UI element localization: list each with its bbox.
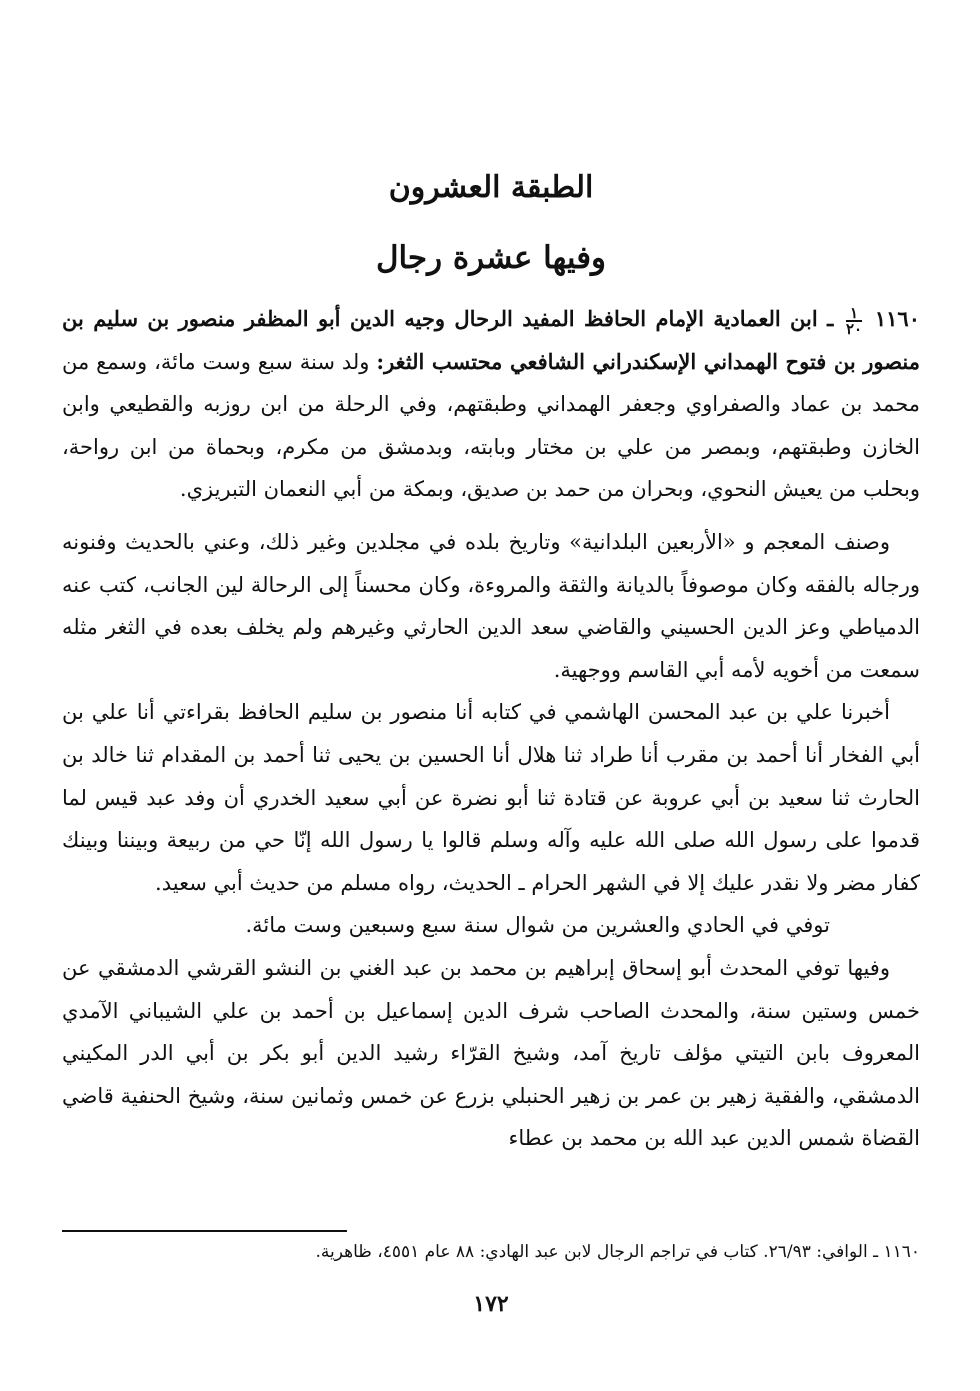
section-subtitle: وفيها عشرة رجال	[375, 240, 607, 276]
section-title: الطبقة العشرون	[388, 170, 594, 205]
page-number: ١٧٢	[473, 1291, 509, 1317]
book-page	[62, 0, 920, 1391]
entry-paragraph-4: توفي في الحادي والعشرين من شوال سنة سبع وسبعين وست مائة.	[245, 913, 830, 938]
entry-fraction	[846, 303, 863, 338]
body-text	[62, 298, 920, 1160]
fraction-denominator: ٢٠	[846, 319, 863, 338]
fraction-numerator: ١	[846, 306, 862, 322]
entry-name: ـ ابن العمادية الإمام الحافظ المفيد الرحال وجيه الدين أبو المظفر منصور بن سليم بن منصور بن فتوح الهمداني الإسكندراني الشافعي محتسب الثغر:	[62, 306, 920, 374]
entry-paragraph-5: وفيها توفي المحدث أبو إسحاق إبراهيم بن محمد بن عبد الغني بن النشو القرشي الدمشقي عن خمس وستين سنة، والمحدث الصاحب شرف الدين إسماعيل بن أحمد بن علي الشيباني الآمدي المعروف بابن التيتي مؤلف تاريخ آمد، وشيخ القرّاء رشيد الدين أبو بكر بن أبي الدر المكيني الدمشقي، والفقية زهير بن عمر بن زهير الحنبلي بزرع عن خمس وثمانين سنة، وشيخ الحنفية قاضي القضاة شمس الدين عبد الله بن محمد بن عطاء	[62, 955, 920, 1151]
footnote: ١١٦٠ ـ الوافي: ٢٦/٩٣. كتاب في تراجم الرجال لابن عبد الهادي: ٨٨ عام ٤٥٥١، ظاهرية.	[315, 1242, 920, 1262]
entry-paragraph-1	[62, 298, 920, 511]
entry-number: ١١٦٠	[874, 306, 920, 331]
footnote-divider	[62, 1230, 347, 1232]
entry-paragraph-3: أخبرنا علي بن عبد المحسن الهاشمي في كتابه أنا منصور بن سليم الحافظ بقراءتي أنا علي بن أبي الفخار أنا أحمد بن مقرب أنا طراد ثنا هلال أنا الحسين بن يحيى ثنا أحمد بن المقدام ثنا خالد بن الحارث ثنا سعيد بن أبي عروبة عن قتادة ثنا أبو نضرة عن أبي سعيد الخدري أن وفد عبد قيس لما قدموا على رسول الله صلى الله عليه وآله وسلم قالوا يا رسول الله إنّا حي من ربيعة وبيننا وبينك كفار مضر ولا نقدر عليك إلا في الشهر الحرام ـ الحديث، رواه مسلم من حديث أبي سعيد.	[62, 700, 920, 895]
entry-biography: ولد سنة سبع وست مائة، وسمع من محمد بن عماد والصفراوي وجعفر الهمداني وطبقتهم، وفي الرحلة من ابن روزبه والقطيعي وابن الخازن وطبقتهم، وبمصر من علي بن مختار وبابته، وبدمشق من مكرم، وبحماة من ابن رواحة، وبحلب من يعيش النحوي، وبحران من حمد بن صديق، وبمكة من أبي النعمان التبريزي.	[62, 349, 920, 502]
entry-paragraph-2: وصنف المعجم و «الأربعين البلدانية» وتاريخ بلده في مجلدين وغير ذلك، وعني بالحديث وفنونه ورجاله بالفقه وكان موصوفاً بالديانة والثقة والمروءة، وكان محسناً إلى الرحالة لين الجانب، كتب عنه الدمياطي وعز الدين الحسيني والقاضي سعد الدين الحارثي وغيرهم ولم يخلف بعده في الثغر مثله سمعت من أخويه لأمه أبي القاسم ووجهية.	[62, 529, 920, 682]
